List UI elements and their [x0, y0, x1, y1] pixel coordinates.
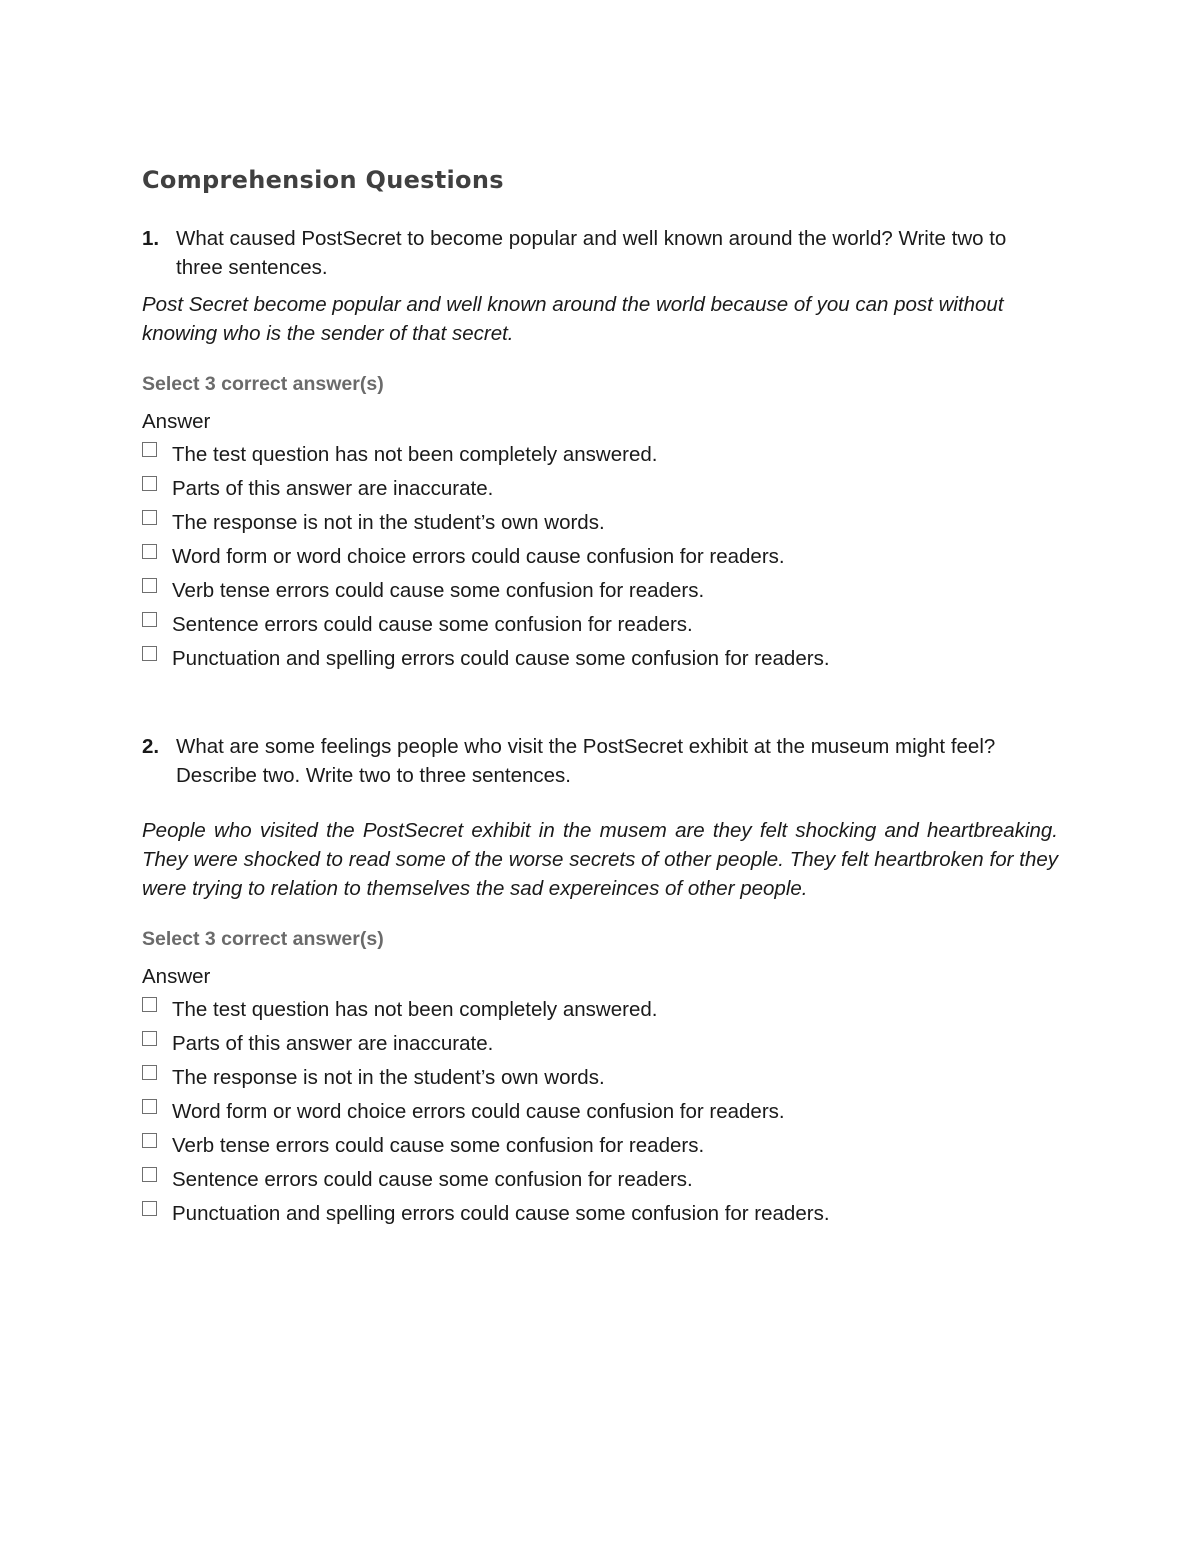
option-item[interactable]: [142, 1095, 1058, 1129]
student-answer: Post Secret become popular and well known around the world because of you can post without knowing who is the sender of that secret.: [142, 293, 1004, 345]
answer-options: [142, 993, 1058, 1231]
page-title: Comprehension Questions: [142, 166, 504, 194]
question-2: [142, 732, 1058, 1231]
option-item[interactable]: [142, 608, 1058, 642]
option-label: Verb tense errors could cause some confusion for readers.: [172, 579, 705, 602]
option-label: The response is not in the student’s own words.: [172, 1066, 605, 1089]
question-1: [142, 224, 1058, 676]
document-page: [142, 166, 1058, 1231]
checkbox[interactable]: [142, 612, 157, 627]
question-prompt: [142, 224, 1058, 282]
checkbox[interactable]: [142, 1099, 157, 1114]
answer-label: Answer: [142, 410, 211, 433]
option-label: Sentence errors could cause some confusion for readers.: [172, 613, 693, 636]
option-label: Verb tense errors could cause some confusion for readers.: [172, 1134, 705, 1157]
checkbox[interactable]: [142, 1167, 157, 1182]
checkbox[interactable]: [142, 510, 157, 525]
option-item[interactable]: [142, 1129, 1058, 1163]
option-item[interactable]: [142, 438, 1058, 472]
checkbox[interactable]: [142, 476, 157, 491]
checkbox[interactable]: [142, 646, 157, 661]
option-item[interactable]: [142, 642, 1058, 676]
checkbox[interactable]: [142, 1133, 157, 1148]
checkbox[interactable]: [142, 442, 157, 457]
option-item[interactable]: [142, 472, 1058, 506]
checkbox[interactable]: [142, 1201, 157, 1216]
option-item[interactable]: [142, 1163, 1058, 1197]
checkbox[interactable]: [142, 544, 157, 559]
option-label: Word form or word choice errors could cause confusion for readers.: [172, 1100, 785, 1123]
option-item[interactable]: [142, 506, 1058, 540]
section-spacer: [142, 676, 1058, 732]
option-label: Sentence errors could cause some confusion for readers.: [172, 1168, 693, 1191]
option-item[interactable]: [142, 574, 1058, 608]
option-item[interactable]: [142, 993, 1058, 1027]
option-label: The response is not in the student’s own words.: [172, 511, 605, 534]
checkbox[interactable]: [142, 1031, 157, 1046]
option-item[interactable]: [142, 1197, 1058, 1231]
option-item[interactable]: [142, 540, 1058, 574]
checkbox[interactable]: [142, 1065, 157, 1080]
question-text: What are some feelings people who visit the PostSecret exhibit at the museum might feel? Describe two. Write two to three sentences.: [176, 735, 996, 787]
question-number: 1.: [142, 227, 160, 250]
student-answer: People who visited the PostSecret exhibit in the musem are they felt shocking and heartbreaking. They were shocked to read some of the worse secrets of other people. They felt heartbroken for they were trying to relation to themselves the sad expereinces of other people.: [142, 819, 1058, 900]
question-prompt: [142, 732, 1058, 790]
option-item[interactable]: [142, 1027, 1058, 1061]
select-instruction: Select 3 correct answer(s): [142, 373, 384, 395]
question-text: What caused PostSecret to become popular and well known around the world? Write two to three sentences.: [176, 227, 1007, 279]
checkbox[interactable]: [142, 997, 157, 1012]
option-label: Punctuation and spelling errors could cause some confusion for readers.: [172, 1202, 830, 1225]
option-label: Parts of this answer are inaccurate.: [172, 477, 494, 500]
question-number: 2.: [142, 735, 160, 758]
checkbox[interactable]: [142, 578, 157, 593]
option-label: Punctuation and spelling errors could cause some confusion for readers.: [172, 647, 830, 670]
answer-label: Answer: [142, 965, 211, 988]
option-label: Word form or word choice errors could cause confusion for readers.: [172, 545, 785, 568]
option-label: Parts of this answer are inaccurate.: [172, 1032, 494, 1055]
answer-options: [142, 438, 1058, 676]
option-label: The test question has not been completely answered.: [172, 443, 658, 466]
select-instruction: Select 3 correct answer(s): [142, 928, 384, 950]
option-label: The test question has not been completely answered.: [172, 998, 658, 1021]
option-item[interactable]: [142, 1061, 1058, 1095]
